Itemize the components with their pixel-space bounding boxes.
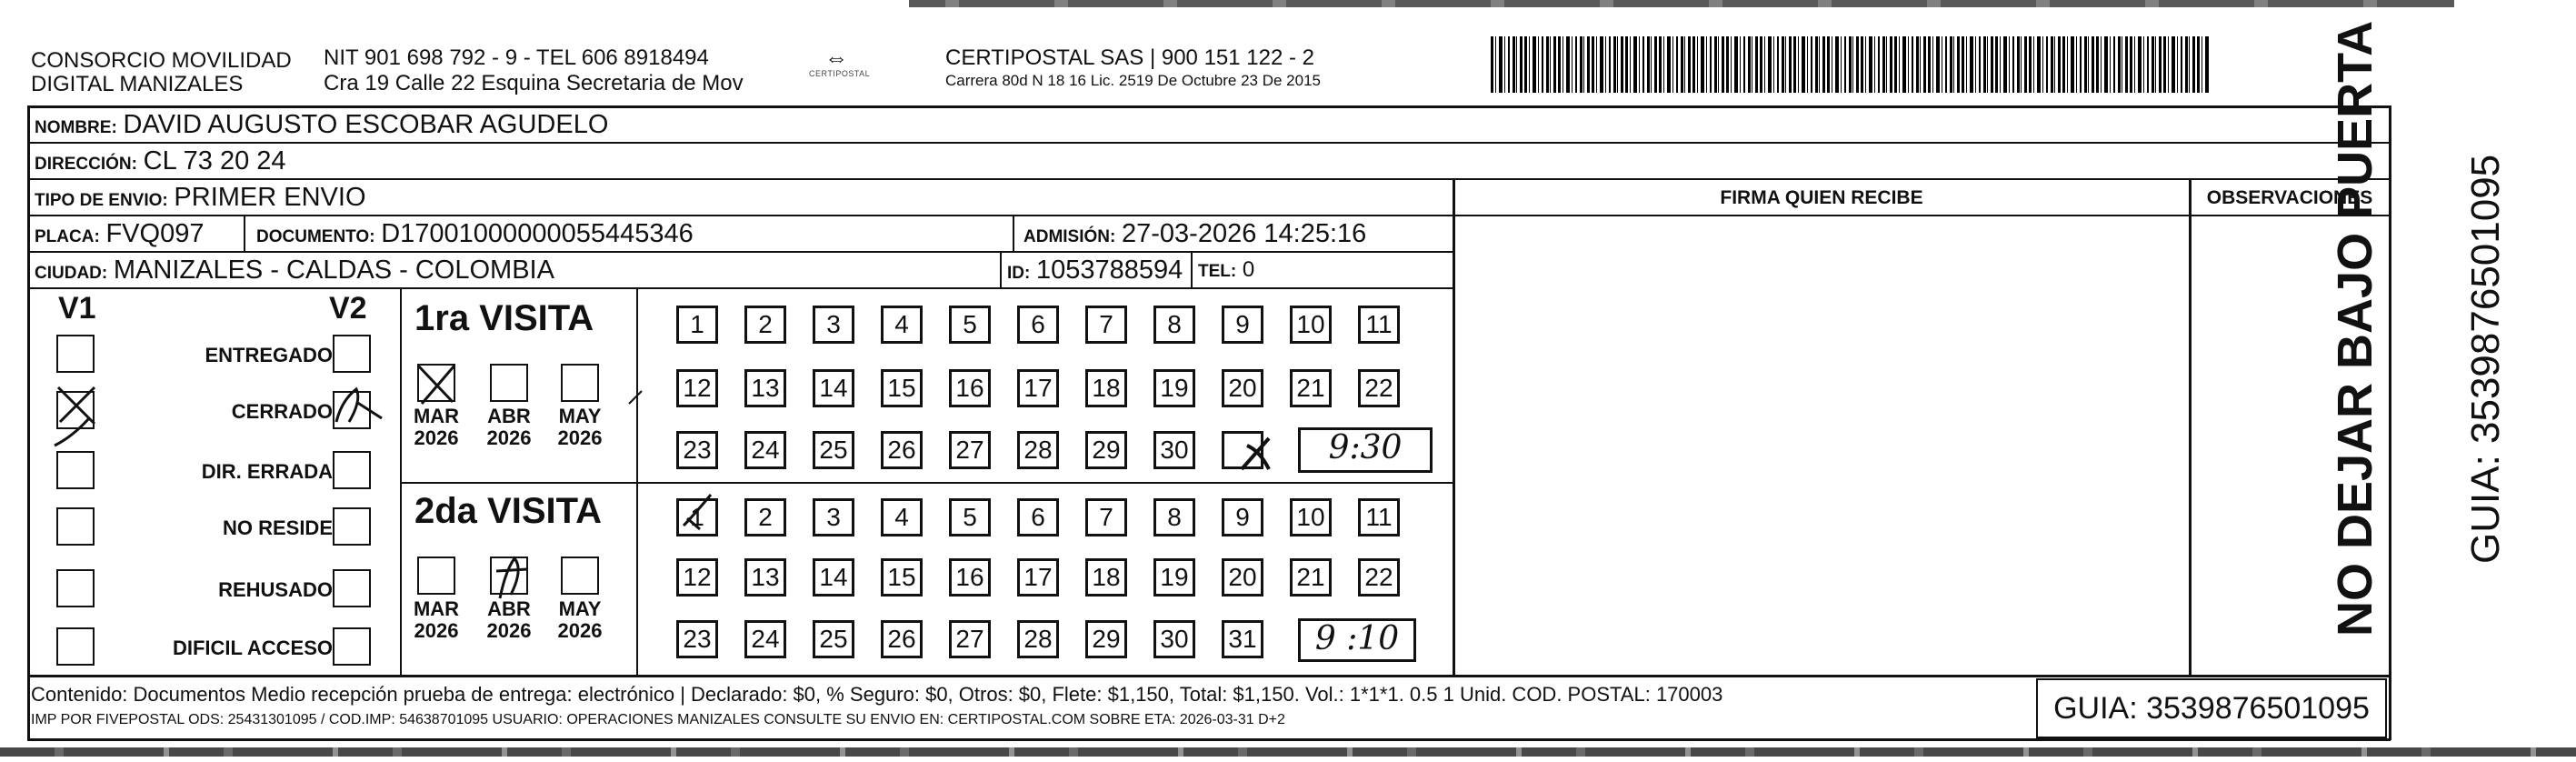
status-v2-checkbox[interactable] [333,627,371,666]
courier-line-1: CERTIPOSTAL SAS | 900 151 122 - 2 [945,45,1314,70]
company-line-2: DIGITAL MANIZALES [31,72,244,96]
status-v2-checkbox[interactable] [333,451,371,489]
direccion-row [35,147,286,178]
day31-first-mark [1233,433,1283,478]
scan-edge-bottom [0,747,2576,757]
first-day-22[interactable]: 22 [1358,369,1400,407]
nit-line-1: NIT 901 698 792 - 9 - TEL 606 8918494 [324,45,709,70]
company-line-1: CONSORCIO MOVILIDAD [31,48,292,73]
second-day-3[interactable]: 3 [813,498,854,536]
tipo-value: PRIMER ENVIO [174,183,366,212]
first-day-1[interactable]: 1 [676,306,718,344]
tel-value: 0 [1242,257,1255,282]
second-day-20[interactable]: 20 [1222,558,1263,597]
logo-icon: ⇔ [824,44,848,71]
second-day-4[interactable]: 4 [881,498,923,536]
first-day-10[interactable]: 10 [1290,306,1332,344]
status-label: REHUSADO [218,578,333,601]
first-day-13[interactable]: 13 [744,369,786,407]
second-day-6[interactable]: 6 [1017,498,1059,536]
second-day-21[interactable]: 21 [1290,558,1332,597]
nombre-value: DAVID AUGUSTO ESCOBAR AGUDELO [123,110,609,139]
courier-info [945,45,1321,91]
status-label: DIFICIL ACCESO [172,637,333,659]
month-year: 2026 [486,619,532,642]
second-day-24[interactable]: 24 [744,620,786,658]
row-line [27,142,2391,144]
month-year: 2026 [557,426,603,449]
first-day-12[interactable]: 12 [676,369,718,407]
first-day-4[interactable]: 4 [881,306,923,344]
direccion-label: DIRECCIÓN: [35,155,137,174]
first-day-24[interactable]: 24 [744,431,786,469]
status-v1-checkbox[interactable] [56,451,95,489]
status-v1-checkbox[interactable] [56,627,95,666]
second-day-12[interactable]: 12 [676,558,718,597]
documento-value: D17001000000055445346 [381,219,694,248]
second-day-10[interactable]: 10 [1290,498,1332,536]
status-v1-checkbox[interactable] [56,507,95,546]
second-day-11[interactable]: 11 [1358,498,1400,536]
scribble-mark [627,382,645,409]
ciudad-label: CIUDAD: [35,264,108,283]
id-row [1007,256,1183,287]
id-divider [1000,251,1002,289]
second-day-15[interactable]: 15 [881,558,923,597]
v2-header: V2 [329,291,367,326]
first-day-15[interactable]: 15 [881,369,923,407]
logo-text: CERTIPOSTAL [809,69,871,78]
first-day-2[interactable]: 2 [744,306,786,344]
no-dejar-bajo-puerta-warning: NO DEJAR BAJO PUERTA [2328,20,2382,637]
nit-line-2: Cra 19 Calle 22 Esquina Secretaria de Mov [324,71,744,95]
first-day-16[interactable]: 16 [949,369,991,407]
first-day-5[interactable]: 5 [949,306,991,344]
nombre-label: NOMBRE: [35,118,117,137]
first-day-14[interactable]: 14 [813,369,854,407]
placa-value: FVQ097 [105,219,205,248]
status-v2-checkbox[interactable] [333,569,371,607]
status-v2-checkbox[interactable] [333,507,371,546]
ciudad-value: MANIZALES - CALDAS - COLOMBIA [113,256,554,285]
placa-label: PLACA: [35,227,100,246]
frame-bottom-line [27,738,2391,741]
second-day-16[interactable]: 16 [949,558,991,597]
month-year: 2026 [557,619,603,642]
second-day-13[interactable]: 13 [744,558,786,597]
id-label: ID: [1007,264,1031,283]
obs-divider [2189,178,2192,677]
second-day-7[interactable]: 7 [1085,498,1127,536]
documento-row [256,220,694,251]
second-day-25[interactable]: 25 [813,620,854,658]
month-checkbox[interactable] [417,556,455,595]
status-v1-checkbox[interactable] [56,569,95,607]
first-day-28[interactable]: 28 [1017,431,1059,469]
company-name [31,49,292,96]
admision-value: 27-03-2026 14:25:16 [1122,219,1367,248]
second-day-5[interactable]: 5 [949,498,991,536]
abr-second-mark [487,553,542,607]
month-name: MAR [413,405,460,427]
frame-top-line [27,105,2391,108]
guia-number-box: GUIA: 3539876501095 [2036,678,2387,738]
admision-row [1023,220,1366,251]
tipo-row [35,184,366,215]
tel-label: TEL: [1198,262,1237,281]
first-day-30[interactable]: 30 [1153,431,1195,469]
documento-label: DOCUMENTO: [256,227,375,246]
second-day-31[interactable]: 31 [1222,620,1263,658]
tel-divider [1191,251,1193,289]
direccion-value: CL 73 20 24 [143,146,286,175]
row-line [27,287,1454,289]
admision-divider [1013,215,1014,253]
scan-edge-top [909,0,2454,7]
tel-row [1198,256,1254,286]
first-day-7[interactable]: 7 [1085,306,1127,344]
tipo-label: TIPO DE ENVIO: [35,191,168,210]
first-day-20[interactable]: 20 [1222,369,1263,407]
first-day-21[interactable]: 21 [1290,369,1332,407]
barcode [1491,36,2209,93]
status-label: ENTREGADO [205,344,333,366]
certipostal-logo [809,44,871,78]
first-day-8[interactable]: 8 [1153,306,1195,344]
second-day-18[interactable]: 18 [1085,558,1127,597]
admision-label: ADMISIÓN: [1023,227,1116,246]
mar-first-cross-mark [413,360,467,415]
second-day-22[interactable]: 22 [1358,558,1400,597]
second-day-2[interactable]: 2 [744,498,786,536]
second-day-14[interactable]: 14 [813,558,854,597]
month-name: MAY [558,405,602,427]
footer-line [27,675,2391,677]
first-visit-title: 1ra VISITA [414,298,594,338]
row-line [27,178,2391,180]
month-year: 2026 [414,426,459,449]
month-year: 2026 [486,426,532,449]
first-day-23[interactable]: 23 [676,431,718,469]
first-day-19[interactable]: 19 [1153,369,1195,407]
cerrado-v1-cross-mark [55,382,109,455]
status-label: CERRADO [231,400,333,423]
first-day-11[interactable]: 11 [1358,306,1400,344]
status-v1-checkbox[interactable] [56,335,95,373]
visit-separator [400,482,1454,484]
second-month-may[interactable] [553,556,607,642]
month-checkbox[interactable] [561,556,599,595]
placa-divider [244,215,245,253]
month-name: ABR [487,405,531,427]
first-day-18[interactable]: 18 [1085,369,1127,407]
second-visit-time: 9 :10 [1298,618,1416,662]
second-day-23[interactable]: 23 [676,620,718,658]
first-day-3[interactable]: 3 [813,306,854,344]
first-month-may[interactable] [553,364,607,449]
first-day-9[interactable]: 9 [1222,306,1263,344]
second-day-8[interactable]: 8 [1153,498,1195,536]
day1-second-mark [674,489,725,540]
id-value: 1053788594 [1036,256,1183,285]
first-day-6[interactable]: 6 [1017,306,1059,344]
first-month-abr[interactable] [482,364,536,449]
firma-header: FIRMA QUIEN RECIBE [1720,187,1923,208]
first-day-27[interactable]: 27 [949,431,991,469]
second-day-17[interactable]: 17 [1017,558,1059,597]
month-name: MAY [558,597,602,620]
first-day-25[interactable]: 25 [813,431,854,469]
company-info [324,45,744,96]
first-day-29[interactable]: 29 [1085,431,1127,469]
second-visit-title: 2da VISITA [414,491,602,531]
v1-header: V1 [58,291,96,326]
month-checkbox[interactable] [490,364,528,402]
footer-content-line: Contenido: Documentos Medio recepción prueba de entrega: electrónico | Declarado: $0, % Seguro: $0, Otros: $0, Flete: $1,150, Total: $1,150. Vol.: 1*1*1. 0.5 1 Unid. COD. POSTAL: 170003 [31,683,1723,706]
first-day-26[interactable]: 26 [881,431,923,469]
row-line [27,215,2391,216]
second-day-19[interactable]: 19 [1153,558,1195,597]
status-label: NO RESIDE [222,516,333,539]
cerrado-v2-mark [329,382,393,436]
second-day-26[interactable]: 26 [881,620,923,658]
frame-right-line [2389,105,2391,740]
second-day-27[interactable]: 27 [949,620,991,658]
row-line [27,251,1454,253]
nombre-row [35,111,608,142]
courier-line-2: Carrera 80d N 18 16 Lic. 2519 De Octubre 23 De 2015 [945,72,1321,89]
status-v2-checkbox[interactable] [333,335,371,373]
first-day-17[interactable]: 17 [1017,369,1059,407]
month-name: MAR [413,597,460,620]
second-day-30[interactable]: 30 [1153,620,1195,658]
frame-left-line [27,105,30,740]
month-name: ABR [487,597,531,620]
month-year: 2026 [414,619,459,642]
second-day-9[interactable]: 9 [1222,498,1263,536]
firma-divider [1453,178,1455,677]
status-label: DIR. ERRADA [201,460,333,483]
second-day-28[interactable]: 28 [1017,620,1059,658]
observaciones-header: OBSERVACIONES [2206,187,2373,208]
ciudad-row [35,256,554,287]
placa-row [35,220,204,251]
first-visit-time: 9:30 [1298,427,1433,473]
month-checkbox[interactable] [561,364,599,402]
second-day-29[interactable]: 29 [1085,620,1127,658]
second-day-1[interactable]: 1 [676,498,718,536]
side-guia-number: GUIA: 3539876501095 [2463,154,2508,564]
second-month-mar[interactable] [409,556,464,642]
footer-print-line: IMP POR FIVEPOSTAL ODS: 25431301095 / COD.IMP: 54638701095 USUARIO: OPERACIONES MANIZALES CONSULTE SU ENVIO EN: CERTIPOSTAL.COM SOBRE ETA: 2026-03-31 D+2 [31,712,1285,727]
